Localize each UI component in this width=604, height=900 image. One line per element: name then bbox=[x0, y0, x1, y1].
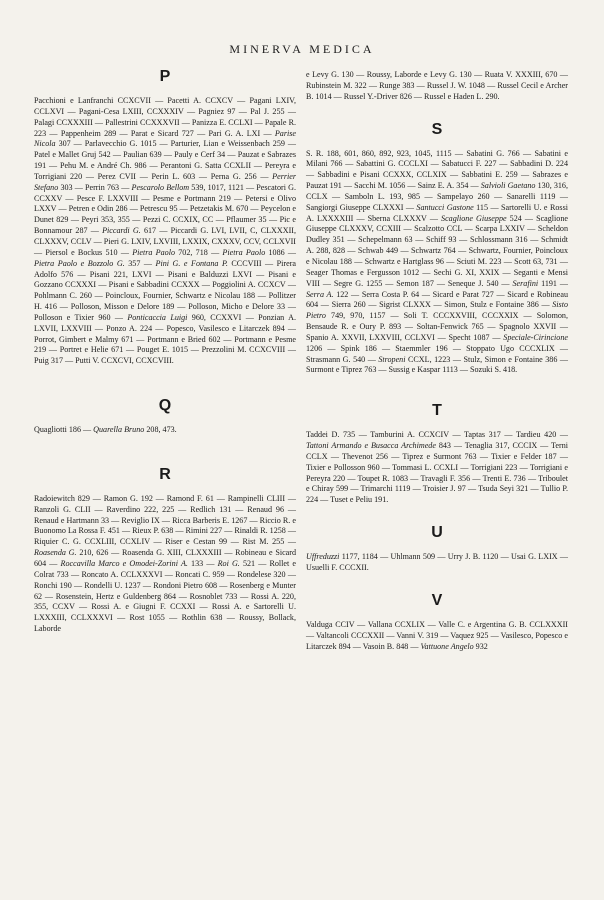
index-entries-s: S. R. 188, 601, 860, 892, 923, 1045, 1115 — Sabatini G. 766 — Sabatini e Milani 766 — Sabattini G. CCCLXI — Sabatucci F. 227 — Sabbadini D. 224 — Sabbadini e Pisani CCXXX, CCLXIX — Sabbatini E. 259 — Sabrazes e Pauzat 191 — Sacchi M. 1056 — Sainz E. A. 354 — Salvioli Gaetano 130, 316, CCLX — Samboln L. 193, 985 — Sampelayo 260 — Sanarelli 1119 — Sangiorgi Giuseppe CLXXXI — Santucci Gastone 115 — Sartorelli U. e Rossi A. LXXXXIII — Sberna CLXXXV — Scaglione Giuseppe 524 — Scaglione Giuseppe CLXXXV, CCXIII — Scalzotto CCL — Scarpa LXXIV — Scheldon Dudley 351 — Schepelmann 63 — Schiff 93 — Schlossmann 316 — Schmidt A. 288, 828 — Schwab 449 — Schwartz 764 — Schwartz, Fournier, Poinсloux e Nicolau 188 — Schwartz e Hartglass 96 — Sciuti M. 223 — Scott 63, 731 — Seager Thomas e Fergusson 1012 — Sechi G. XI, XXIX — Seganti e Mensi VIII — Segre G. 1255 — Semon 187 — Seneque J. 540 — Serafini 1191 — Serra A. 122 — Serra Costa P. 64 — Sicard e Parat 727 — Sicard e Robineau 604 — Sierra 260 — Sigrist CLXXX — Simon, Stulz e Fontaine 386 — Sisto Pietro 749, 970, 1157 — Soli T. CCCXXVIII, CCCXXIX — Solomon, Bensaude R. e Oury P. 893 — Soltan-Fenwick 765 — Spagnolo XXVII — Spanio A. XXVII, LXXVIII, CCLXVI — Specht 1087 — Speciale-Cirincione 1206 — Spink 186 — Staemmler 196 — Stoppato Ugo CCCXLIX — Strasmann G. 540 — Stropeni CCXL, 1223 — Stulz, Simon e Fontaine 386 — Surmont e Tiprez 763 — Sussig e Kaspar 1113 — Sozuki S. 418. bbox=[306, 148, 569, 375]
left-column bbox=[34, 64, 296, 635]
index-entries-r: Radoiewitch 829 — Ramon G. 192 — Ramond F. 61 — Rampinelli CLIII — Ranzoli G. CLII — Raverdino 222, 225 — Redlich 131 — Renaud 96 — Renaud e Hartmann 33 — Reviglio IX — Ricca Barberis E. 1267 — Riccio R. e Buonomo La Rossa F. 451 — Rieux P. 638 — Rimini 227 — Rinaldi R. 1258 — Riquier C. G. CCXLIII, CCXLIV — Riser e Cestan 99 — Rist M. 255 — Roasenda G. 210, 626 — Roasenda G. XIII, CLXXXIII — Robineau e Sicard 604 — Roccavilla Marco e Omodei-Zorini A. 133 — Roi G. 521 — Rollet e Colrat 733 — Roncato A. CCLXXXVI — Roncati C. 959 — Rondelese 320 — Ronchi 190 — Rondelli U. 1237 — Rondoni Pietro 608 — Rosenberg e Munter 62 — Rosenstein, Hertz e Guldenberg 864 — Rosnoblet 733 — Rossi A. 220, 355, CCXV — Rossi A. e Giugni F. CCXXI — Rossi A. e Sartorelli U. LXXXIII, CCLXXXVI — Rost 1055 — Rothlin 638 — Roussy, Bollack, Laborde bbox=[34, 493, 297, 634]
section-letter-s: S bbox=[431, 120, 443, 138]
index-entries-r-continued: e Levy G. 130 — Roussy, Laborde e Levy G. 130 — Ruata V. XXXIII, 670 — Rubinstein M. 322 — Runge 383 — Russel J. W. 1048 — Russel Cecil e Archer B. 1014 — Russel Y.-Driver 826 — Russel e Haden L. 290. bbox=[306, 70, 568, 101]
right-column bbox=[306, 70, 568, 652]
section-letter-p: P bbox=[159, 68, 171, 85]
index-entries-u: Uffreduzzi 1177, 1184 — Uhlmann 509 — Urry J. B. 1120 — Usai G. LXIX — Usuelli F. CCCXII. bbox=[306, 552, 568, 572]
section-letter-u: U bbox=[431, 524, 443, 542]
running-head: MINERVA MEDICA bbox=[229, 42, 375, 56]
section-letter-r: R bbox=[159, 465, 171, 483]
section-letter-q: Q bbox=[158, 397, 172, 415]
section-letter-t: T bbox=[432, 402, 442, 420]
index-entries-q: Quagliotti 186 — Quarella Bruno 208, 473. bbox=[34, 425, 177, 435]
index-entries-v: Valduga CCIV — Vallana CCXLIX — Valle C. e Argentina G. B. CCLXXXII — Valtancoli CCCXXII — Vanni V. 319 — Vaquez 925 — Vasilesco, Popesco e Litarczek 894 — Vasoin B. 848 — Vattuone Angelo 932 bbox=[306, 619, 568, 651]
index-entries-p: Pacchioni e Lanfranchi CCXCVII — Pacetti A. CCXCV — Pagani LXIV, CCLXVI — Pagani-Cesa LXIII, CCXXXIV — Pagniez 97 — Pal J. 255 — Palagi CCXXXIII — Pallestrini CCXXXVII — Panizza E. CCLXI — Papale R. 223 — Pappenheim 289 — Parat e Sicard 727 — Pari G. A. LXI — Parise Nicola 307 — Parlavecchio G. 1015 — Parturier, Lian e Weissenbach 259 — Patel e Mallet Gruj 542 — Paulian 639 — Pauly e Cerf 34 — Pauzat e Sabrazes 191 — Pehu M. e André Ch. 986 — Perantoni G. Satta CCXLII — Pereyra e Torrigiani 220 — Perez CVII — Perin L. 603 — Perna G. 256 — Perrier Stefano 303 — Perrin 763 — Pescarolo Bellom 539, 1017, 1121 — Pescatori G. CCXXV — Pesce F. LXXVIII — Pesme e Portmann 219 — Petersi e Olivo LXXV — Petren e Odin 286 — Petrescu 95 — Petzetakis M. 670 — Peycelon e Dunet 829 — Peyri 353, 355 — Pezzi C. CCXIX, CC — Pflaumer 35 — Pic e Bonnamour 287 — Piccardi G. 617 — Piccardi G. LVI, LVII, C, CLXXXII, CLXXXV, CCLV — Pieri G. LXIV, LXVIII, LXXIX, CXXXV, CCV, CCLXVII — Piersol e Bockus 510 — Pietra Paolo 702, 718 — Pietra Paolo 1086 — Pietra Paolo e Bozzolo G. 357 — Pini G. e Fontana P. CCCVIII — Pirera Adolfo 576 — Pisani 221, LXVI — Pisani e Balduzzi LXVI — Pisani e Gozzano CCXXXI — Pisani e Sabbadini CCXXX — Poggiolini A. CCXCV — Pohlmann C. 260 — Poinсloux, Fournier, Schwartz e Nicolau 188 — Pollitzer H. 416 — Polloson, Misson e Delore 189 — Polloson, Micho e Delore 33 — Polloson e Tixier 960 — Ponticaccia Luigi 960, CCXXVI — Ponzian A. LXVII, LXXVIII — Ponzo A. 224 — Popesco, Vasilesco e Litarczek 894 — Porrot, Gimbert e Malmy 671 — Portmann e Bried 602 — Portmann e Pesme 219 — Portret e Helie 671 — Pouget E. 1015 — Prezzolini M. CCXCVIII — Puig 317 — Putti V. CCXCVI, CCXCVIII. bbox=[34, 96, 297, 366]
section-letter-v: V bbox=[431, 591, 443, 609]
index-entries-t: Taddei D. 735 — Tamburini A. CCXCIV — Taptas 317 — Tardieu 420 — Tattoni Armando e Busacca Archimede 843 — Tenaglia 317, CCCIX — Terni CCLX — Thevenot 256 — Tiprez e Surmont 763 — Tixier e Felder 187 — Tixier e Pollosson 960 — Tommasi L. CCXLI — Torrigiani 223 — Torrigiani e Pereyra 220 — Toupet R. 1083 — Travagli F. 356 — Trenti E. 736 — Triboulet e Chiray 599 — Trimarchi 1119 — Troisier J. 97 — Tsuda Seyi 321 — Tullio P. 224 — Tuset e Peliu 191. bbox=[306, 430, 568, 505]
